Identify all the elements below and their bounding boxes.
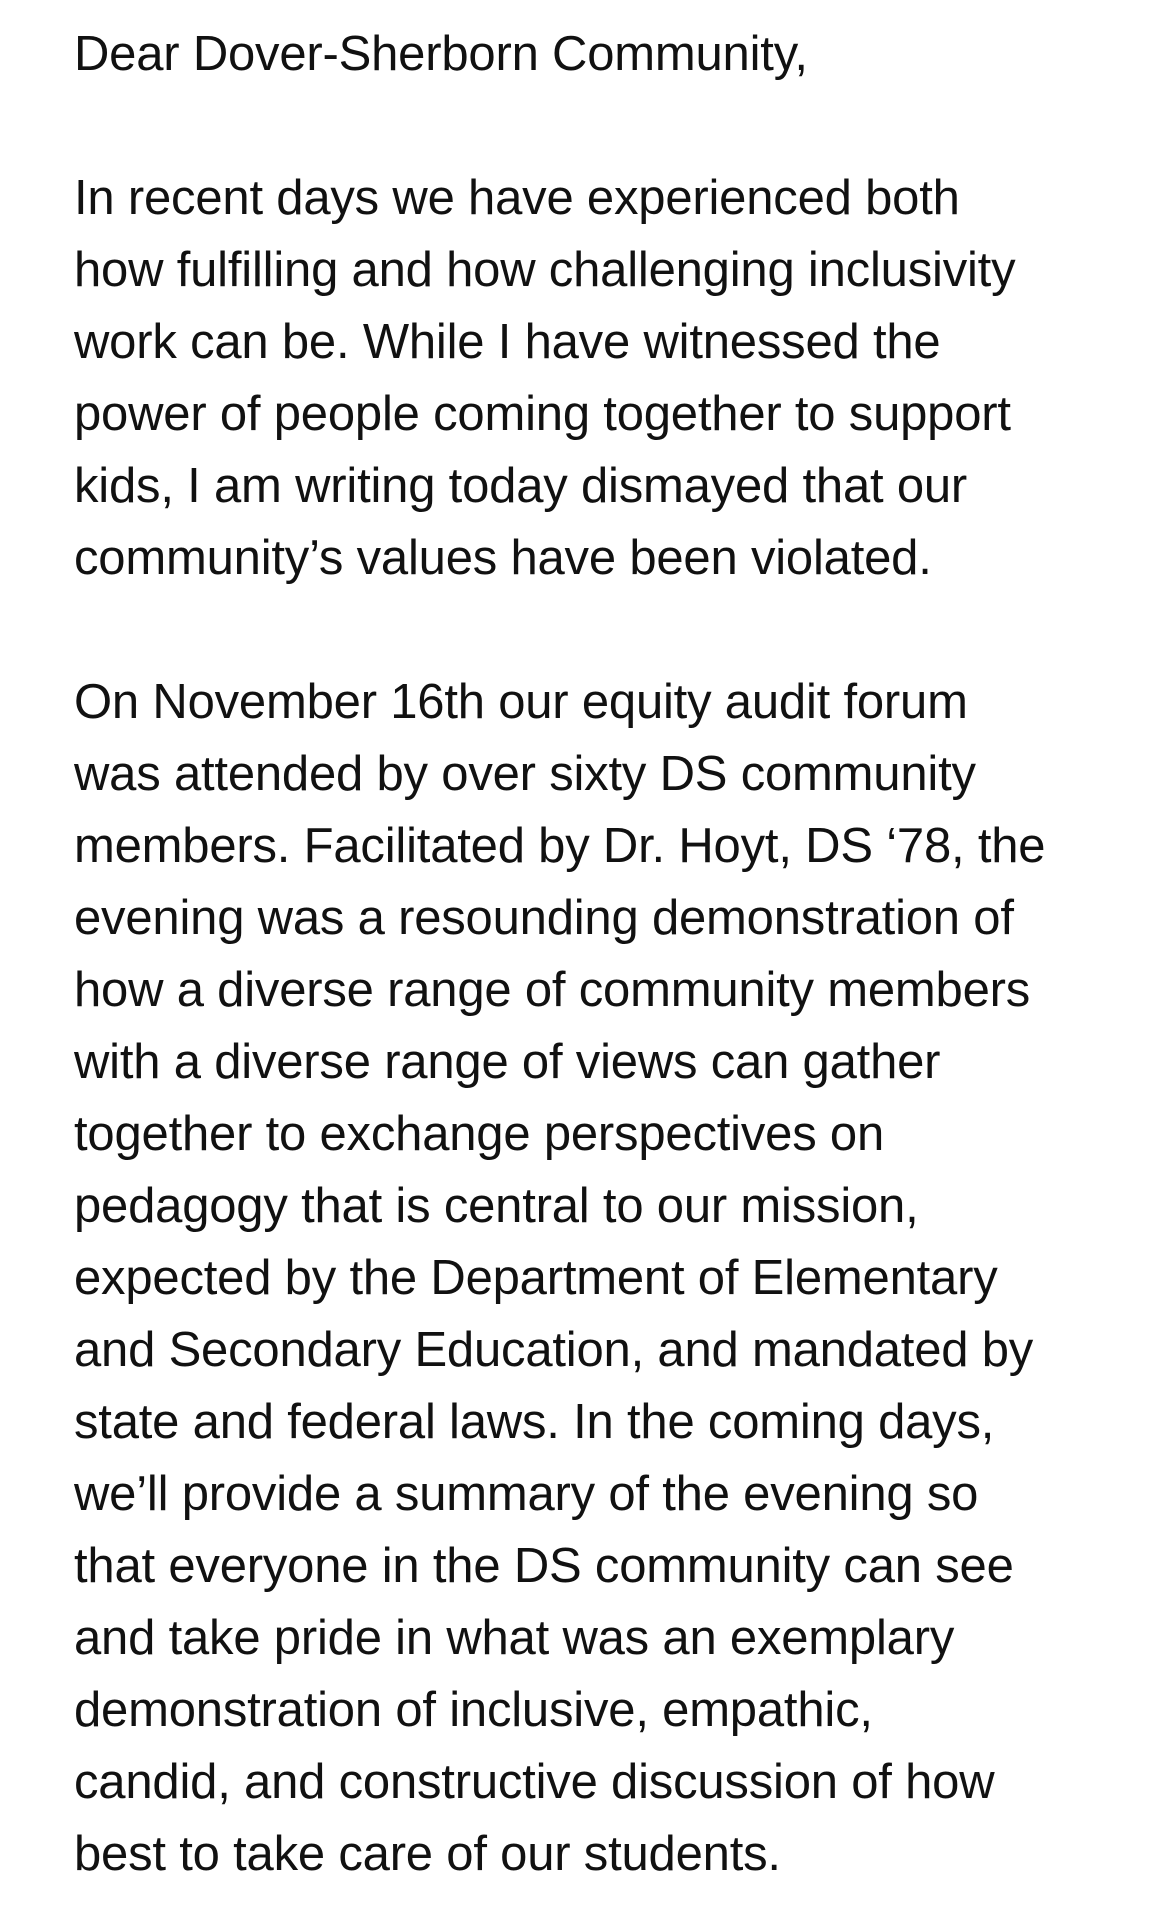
paragraph-2-line: evening was a resounding demonstration of [74,891,1014,945]
paragraph-1-line: In recent days we have experienced both [74,171,960,225]
paragraph-1-line: power of people coming together to support [74,387,1011,441]
paragraph-2-line: demonstration of inclusive, empathic, [74,1683,873,1737]
paragraph-1-line: how fulfilling and how challenging inclusivity [74,243,1016,297]
paragraph-2-line: state and federal laws. In the coming days, [74,1395,995,1449]
paragraph-2-line: pedagogy that is central to our mission, [74,1179,919,1233]
paragraph-2-line: and Secondary Education, and mandated by [74,1323,1034,1377]
paragraph-2-line: was attended by over sixty DS community [74,747,976,801]
paragraph-2 [74,666,1134,1890]
paragraph-2-line: candid, and constructive discussion of how [74,1755,995,1809]
paragraph-2-line: On November 16th our equity audit forum [74,675,968,729]
paragraph-2-line: expected by the Department of Elementary [74,1251,998,1305]
paragraph-2-line: that everyone in the DS community can see [74,1539,1014,1593]
paragraph-2-line: we’ll provide a summary of the evening so [74,1467,979,1521]
salutation: Dear Dover-Sherborn Community, [74,27,808,81]
paragraph-2-line: best to take care of our students. [74,1827,781,1881]
paragraph-1-line: work can be. While I have witnessed the [74,315,941,369]
letter-body [74,18,1134,1890]
paragraph-1-line: community’s values have been violated. [74,531,932,585]
paragraph-2-line: and take pride in what was an exemplary [74,1611,955,1665]
paragraph-1 [74,162,1134,594]
paragraph-gap [74,90,1134,162]
paragraph-1-line: kids, I am writing today dismayed that our [74,459,968,513]
paragraph-2-line: how a diverse range of community members [74,963,1031,1017]
paragraph-gap [74,594,1134,666]
paragraph-2-line: with a diverse range of views can gather [74,1035,941,1089]
paragraph-2-line: together to exchange perspectives on [74,1107,885,1161]
paragraph-2-line: members. Facilitated by Dr. Hoyt, DS ‘78, the [74,819,1046,873]
